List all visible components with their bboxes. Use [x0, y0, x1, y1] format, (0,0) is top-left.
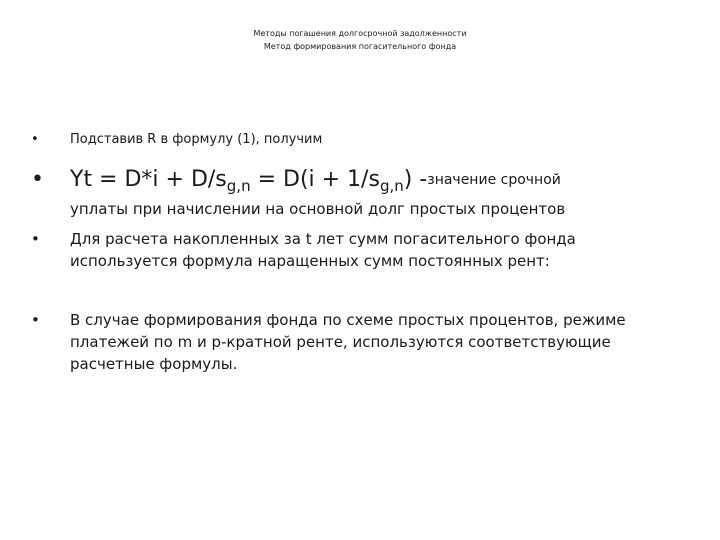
formula-subscript-a: g,n: [226, 177, 251, 195]
slide-header: [0, 27, 720, 53]
formula-line: [70, 164, 670, 196]
bullet-marker: •: [31, 230, 40, 248]
bullet-text: Для расчета накопленных за t лет сумм погасительного фонда используется формула наращенных сумм постоянных рент:: [70, 230, 576, 270]
formula-tail-text: значение срочной: [427, 172, 561, 188]
bullet-text: В случае формирования фонда по схеме простых процентов, режиме платежей по m и p-кратной ренте, используются соответствующие расчетные формулы.: [70, 311, 626, 373]
bullet-marker: •: [31, 311, 40, 329]
formula-part-c: ) -: [403, 167, 428, 192]
formula-subscript-b: g,n: [379, 177, 404, 195]
formula-part-b: = D(i + 1/s: [250, 167, 380, 192]
bullet-text: Подставив R в формулу (1), получим: [70, 132, 323, 147]
bullet-marker: •: [31, 167, 44, 192]
header-line-1: Методы погашения долгосрочной задолженности: [253, 29, 467, 38]
bullet-marker: •: [31, 132, 39, 147]
formula-continuation: уплаты при начислении на основной долг простых процентов: [70, 200, 566, 218]
formula-part-a: Yt = D*i + D/s: [70, 167, 227, 192]
header-line-2: Метод формирования погасительного фонда: [263, 42, 457, 51]
